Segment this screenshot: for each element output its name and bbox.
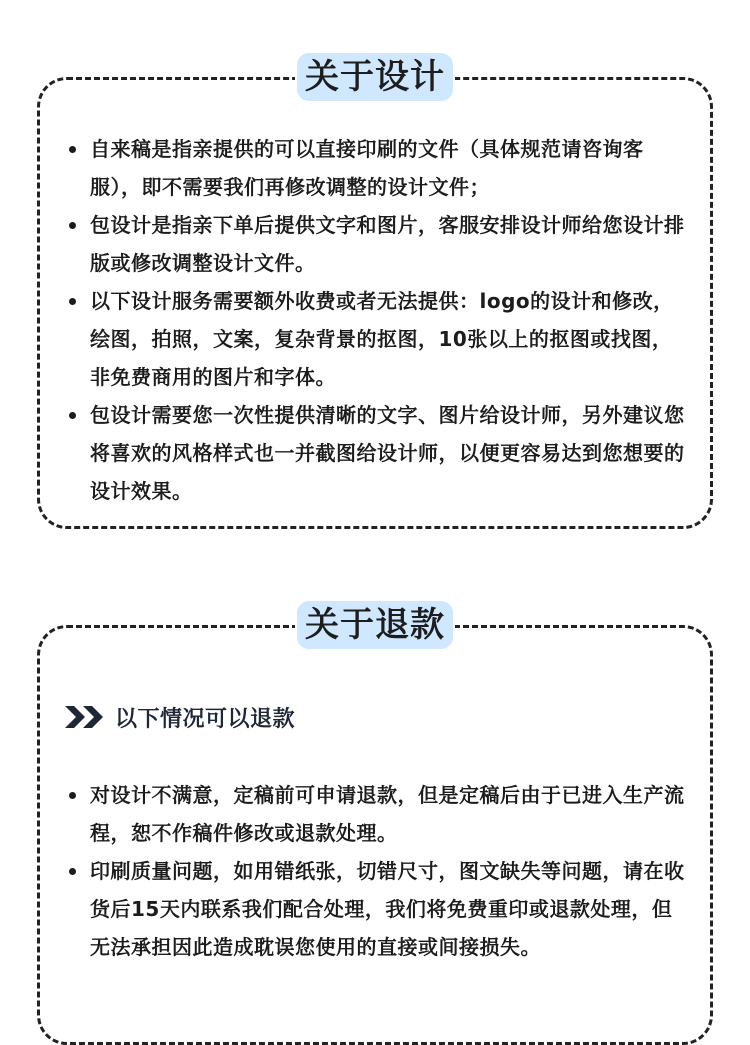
bullet-icon [69,792,76,799]
list-item [90,776,690,852]
bullet-icon [69,146,76,153]
bullet-icon [69,222,76,229]
list-item [90,130,690,206]
refund-subheading [65,700,295,734]
list-item-text: 以下设计服务需要额外收费或者无法提供：logo的设计和修改，绘图，拍照，文案，复杂背景的抠图，10张以上的抠图或找图，非免费商用的图片和字体。 [90,289,674,389]
list-item [90,206,690,282]
refund-section [37,605,713,1045]
list-item [90,396,690,510]
list-item-text: 印刷质量问题，如用错纸张，切错尺寸，图文缺失等问题，请在收货后15天内联系我们配合处理，我们将免费重印或退款处理，但无法承担因此造成耽误您使用的直接或间接损失。 [90,859,685,959]
list-item-text: 包设计是指亲下单后提供文字和图片，客服安排设计师给您设计排版或修改调整设计文件。 [90,213,685,275]
bullet-icon [69,868,76,875]
refund-list [90,776,690,966]
list-item [90,282,690,396]
subheading-text: 以下情况可以退款 [115,706,296,732]
refund-section-title: 关于退款 [297,601,453,649]
list-item [90,852,690,966]
bullet-icon [69,298,76,305]
list-item-text: 自来稿是指亲提供的可以直接印刷的文件（具体规范请咨询客服），即不需要我们再修改调整的设计文件； [90,137,644,199]
design-section [37,57,713,529]
design-list [90,130,690,510]
design-section-title: 关于设计 [297,53,453,101]
list-item-text: 包设计需要您一次性提供清晰的文字、图片给设计师，另外建议您将喜欢的风格样式也一并截图给设计师，以便更容易达到您想要的设计效果。 [90,403,685,503]
bullet-icon [69,412,76,419]
double-chevron-right-icon [65,706,105,728]
list-item-text: 对设计不满意，定稿前可申请退款，但是定稿后由于已进入生产流程，恕不作稿件修改或退款处理。 [90,783,685,845]
